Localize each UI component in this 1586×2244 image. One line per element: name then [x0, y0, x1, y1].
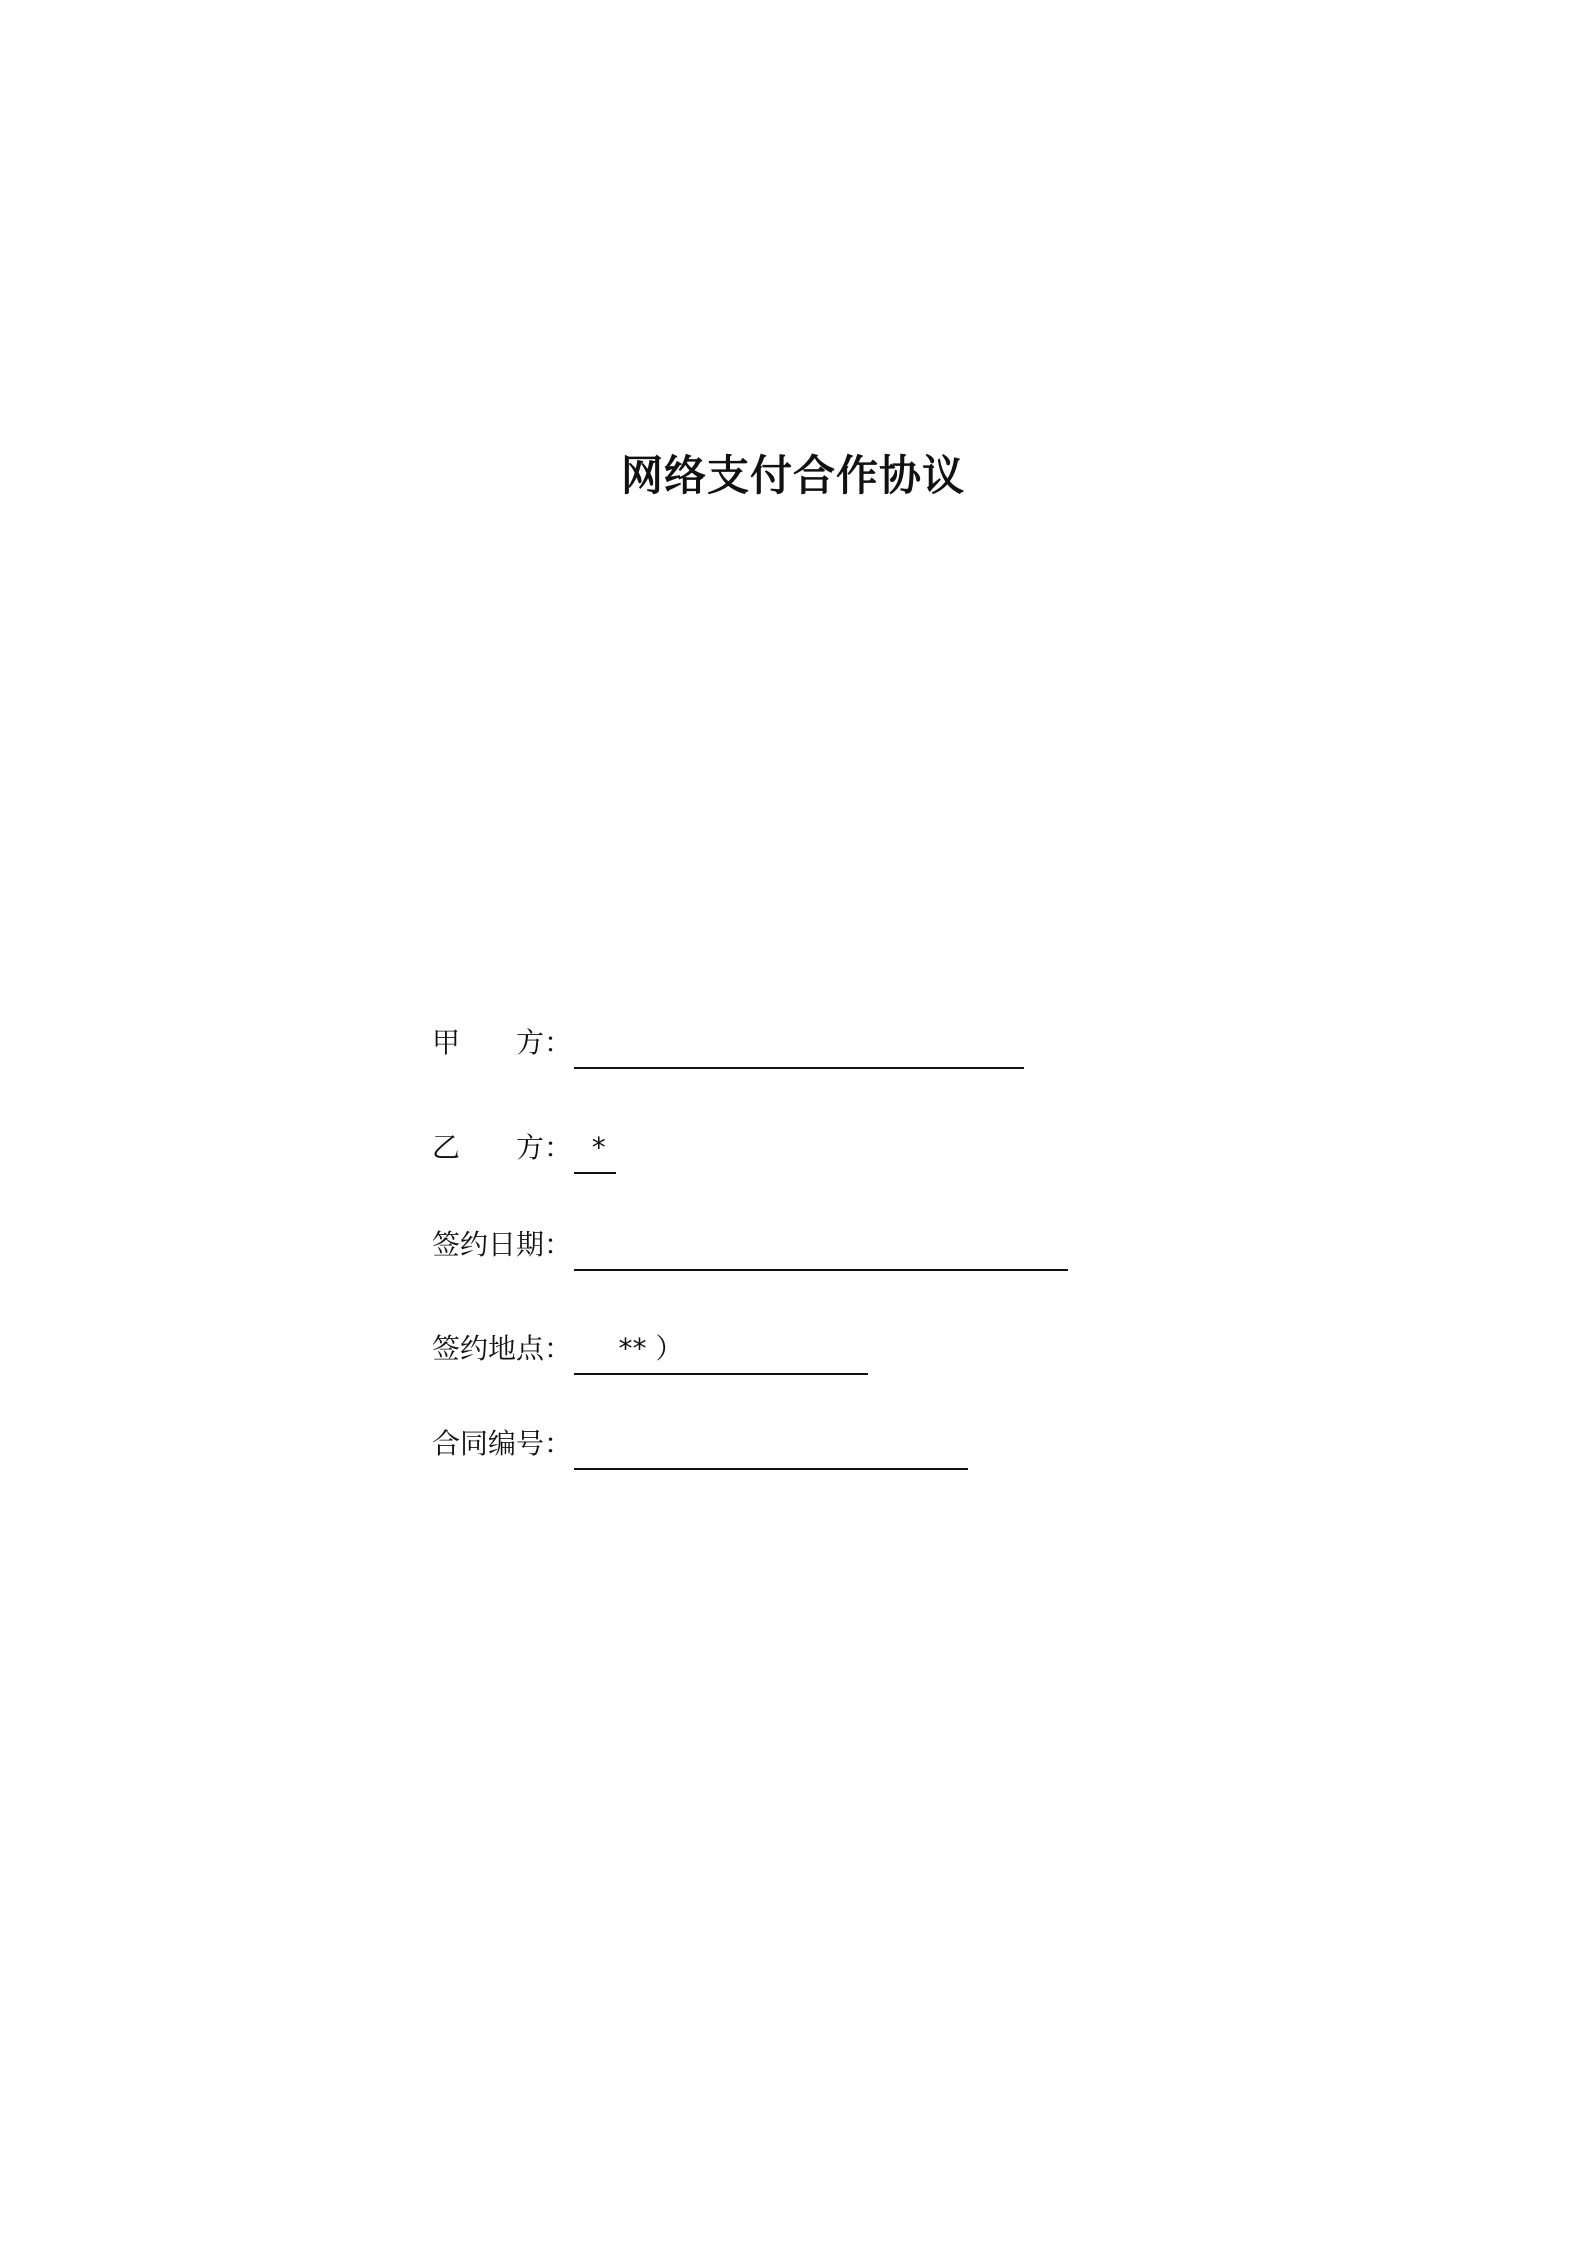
sign-place-label: 签约地点：	[432, 1332, 573, 1365]
sign-date-label: 签约日期：	[432, 1228, 573, 1261]
party-a-underline	[574, 1067, 1024, 1069]
party-b-label: 乙 方：	[432, 1131, 573, 1164]
party-b-underline	[574, 1172, 616, 1174]
sign-date-underline	[574, 1269, 1068, 1271]
page-title: 网络支付合作协议	[620, 451, 965, 500]
contract-number-label: 合同编号：	[432, 1427, 573, 1460]
party-b-value: *	[574, 1131, 606, 1164]
sign-place-value: ** ）	[574, 1332, 684, 1365]
sign-place-underline	[574, 1373, 868, 1375]
contract-number-underline	[574, 1468, 968, 1470]
party-a-label: 甲 方：	[432, 1026, 573, 1059]
